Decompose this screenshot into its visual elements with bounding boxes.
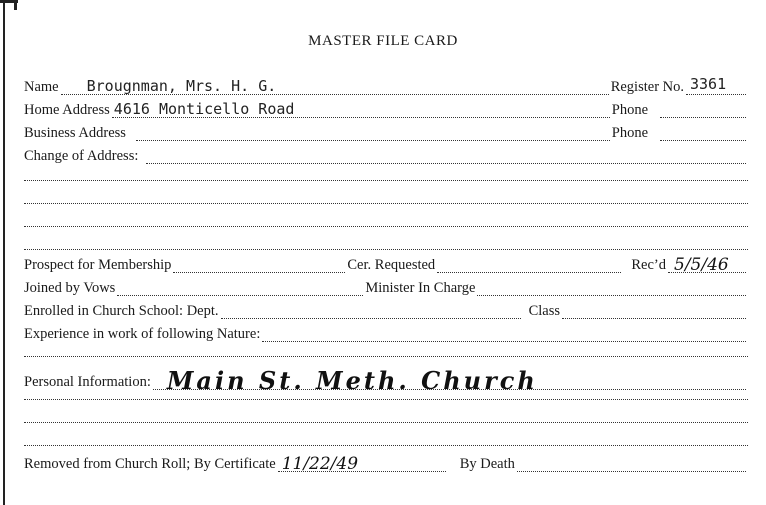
experience-field bbox=[262, 329, 746, 342]
business-phone-field bbox=[660, 128, 746, 141]
home-address-value: 4616 Monticello Road bbox=[113, 100, 295, 118]
joined-by-vows-label: Joined by Vows bbox=[24, 280, 116, 296]
change-of-address-row bbox=[24, 144, 748, 164]
home-address-field bbox=[112, 100, 610, 118]
name-label: Name bbox=[24, 79, 59, 95]
by-death-label: By Death bbox=[459, 456, 515, 472]
prospect-row bbox=[24, 253, 748, 273]
cer-requested-label: Cer. Requested bbox=[347, 257, 436, 273]
business-address-field bbox=[136, 128, 610, 141]
experience-row bbox=[24, 322, 748, 342]
certificate-field bbox=[278, 454, 446, 474]
card-title: MASTER FILE CARD bbox=[308, 33, 458, 49]
dept-field bbox=[221, 306, 521, 319]
business-address-row bbox=[24, 121, 748, 141]
personal-info-label: Personal Information: bbox=[24, 374, 151, 390]
blank-line bbox=[24, 249, 748, 250]
register-value: 3361 bbox=[690, 75, 727, 93]
change-of-address-label: Change of Address: bbox=[24, 148, 139, 164]
phone-field bbox=[660, 105, 746, 118]
business-address-label: Business Address bbox=[24, 125, 126, 141]
register-label: Register No. bbox=[610, 79, 684, 95]
recd-label: Rec’d bbox=[631, 257, 666, 273]
name-field bbox=[61, 77, 609, 95]
minister-field bbox=[477, 283, 746, 296]
removed-row bbox=[24, 452, 748, 472]
joined-by-vows-row bbox=[24, 276, 748, 296]
removed-label: Removed from Church Roll; By Certificate bbox=[24, 456, 276, 472]
cer-requested-field bbox=[437, 260, 621, 273]
experience-label: Experience in work of following Nature: bbox=[24, 326, 261, 342]
joined-by-vows-field bbox=[117, 283, 363, 296]
personal-info-field bbox=[153, 366, 746, 395]
card-left-edge bbox=[3, 0, 5, 505]
business-phone-label: Phone bbox=[611, 125, 648, 141]
minister-label: Minister In Charge bbox=[365, 280, 476, 296]
prospect-label: Prospect for Membership bbox=[24, 257, 172, 273]
personal-info-row bbox=[24, 366, 748, 395]
class-label: Class bbox=[528, 303, 560, 319]
blank-line bbox=[24, 203, 748, 204]
home-address-row bbox=[24, 98, 748, 118]
blank-line bbox=[24, 399, 748, 400]
by-death-field bbox=[517, 459, 746, 472]
blank-line bbox=[24, 180, 748, 181]
change-of-address-field bbox=[146, 151, 746, 164]
blank-line bbox=[24, 356, 748, 357]
enrolled-row bbox=[24, 299, 748, 319]
class-field bbox=[562, 306, 746, 319]
blank-line bbox=[24, 422, 748, 423]
recd-value: 5/5/46 bbox=[674, 255, 729, 275]
certificate-value: 11/22/49 bbox=[281, 454, 359, 474]
prospect-field bbox=[173, 260, 345, 273]
name-row bbox=[24, 75, 748, 95]
name-value: Brougnman, Mrs. H. G. bbox=[86, 77, 277, 95]
home-address-label: Home Address bbox=[24, 102, 110, 118]
blank-line bbox=[24, 445, 748, 446]
blank-line bbox=[24, 226, 748, 227]
personal-info-value: Main St. Meth. Church bbox=[166, 366, 538, 395]
enrolled-label: Enrolled in Church School: Dept. bbox=[24, 303, 219, 319]
recd-field bbox=[668, 255, 746, 275]
register-field bbox=[686, 75, 746, 95]
corner-mark bbox=[14, 0, 17, 10]
phone-label: Phone bbox=[611, 102, 648, 118]
